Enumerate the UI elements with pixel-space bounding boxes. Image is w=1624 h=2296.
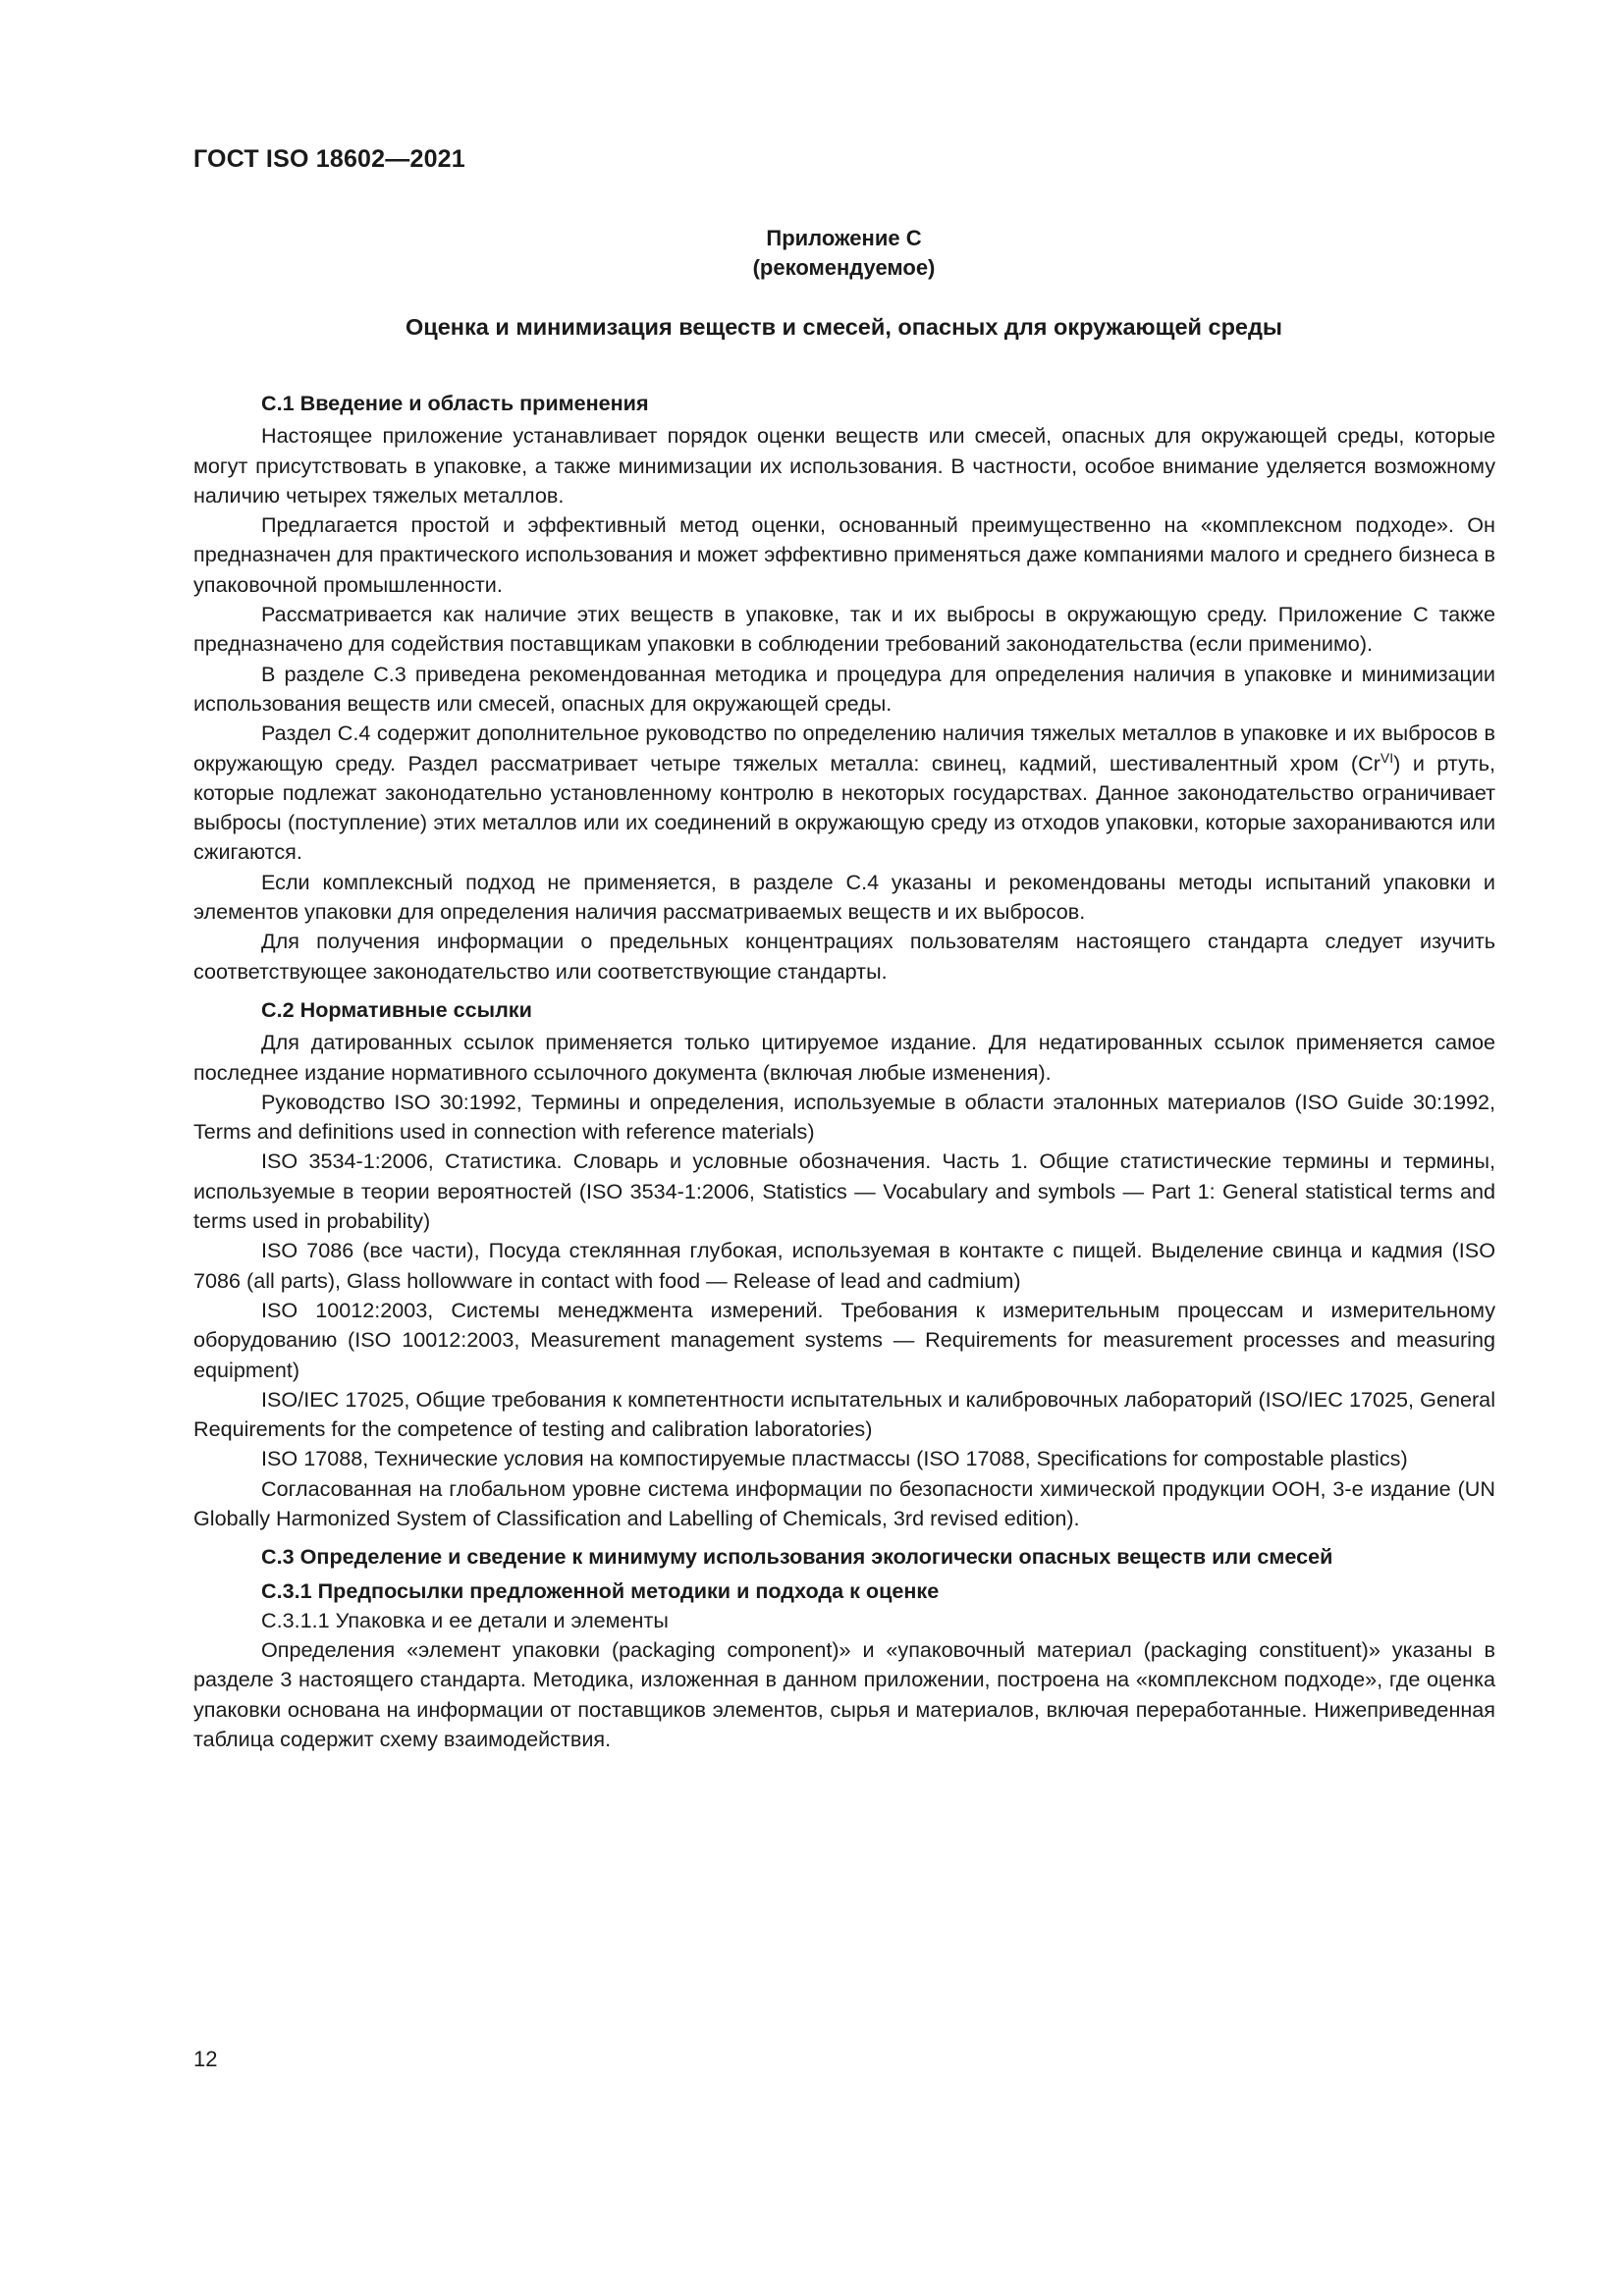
reference-item: Согласованная на глобальном уровне система информации по безопасности химической продукции ООН, 3-е издание (UN Globally Harmonized System of Classification and Labelling of Chemicals, 3rd revised edition).: [193, 1475, 1495, 1530]
section-heading-c2: С.2 Нормативные ссылки: [261, 996, 532, 1022]
paragraph: Для получения информации о предельных концентрациях пользователям настоящего стандарта следует изучить соответствующее законодательство или соответствующие стандарты.: [193, 929, 1495, 984]
appendix-status: (рекомендуемое): [752, 255, 936, 280]
appendix-title: Оценка и минимизация веществ и смесей, опасных для окружающей среды: [406, 314, 1282, 340]
document-body: [193, 389, 1495, 1754]
paragraph: Для датированных ссылок применяется только цитируемое издание. Для недатированных ссылок применяется самое последнее издание нормативного ссылочного документа (включая любые изменения).: [193, 1030, 1495, 1085]
paragraph: Предлагается простой и эффективный метод оценки, основанный преимущественно на «комплексном подходе». Он предназначен для практического использования и может эффективно применяться даже компаниями малого и среднего бизнеса в упаковочной промышленности.: [193, 512, 1495, 597]
text-run: ) и ртуть, которые подлежат законодательно установленному контролю в некоторых государствах. Данное законодательство ограничивает выбросы (поступление) этих металлов или их соединений в окружающую среду из отходов упаковки, которые захораниваются или сжигаются.: [193, 750, 1496, 865]
reference-item: Руководство ISO 30:1992, Термины и определения, используемые в области эталонных материалов (ISO Guide 30:1992, Terms and definitions used in connection with reference materials): [193, 1089, 1495, 1145]
appendix-header: [193, 224, 1494, 283]
paragraph-heavy-metals: [193, 719, 1495, 867]
paragraph: Если комплексный подход не применяется, в разделе С.4 указаны и рекомендованы методы испытаний упаковки и элементов упаковки для определения наличия рассматриваемых веществ и их выбросов.: [193, 869, 1495, 925]
paragraph: Настоящее приложение устанавливает порядок оценки веществ или смесей, опасных для окружающей среды, которые могут присутствовать в упаковке, а также минимизации их использования. В частности, особое внимание уделяется возможному наличию четырех тяжелых металлов.: [193, 423, 1495, 507]
subsection-heading-c3-1: С.3.1 Предпосылки предложенной методики и подхода к оценке: [261, 1577, 940, 1603]
section-heading-c3: С.3 Определение и сведение к минимуму использования экологически опасных веществ или смесей: [261, 1544, 1333, 1570]
paragraph: Определения «элемент упаковки (packaging component)» и «упаковочный материал (packaging constituent)» указаны в разделе 3 настоящего стандарта. Методика, изложенная в данном приложении, построена на «комплексном подходе», где оценка упаковки основана на информации от поставщиков элементов, сырья и материалов, включая переработанные. Нижеприведенная таблица содержит схему взаимодействия.: [193, 1637, 1495, 1752]
text-run: Раздел С.4 содержит дополнительное руководство по определению наличия тяжелых металлов в упаковке и их выбросов в окружающую среду. Раздел рассматривает четыре тяжелых металла: свинец, кадмий, шестивалентный хром (Cr: [193, 721, 1495, 775]
page-number: 12: [193, 2047, 218, 2071]
reference-item: ISO 17088, Технические условия на компостируемые пластмассы (ISO 17088, Specifications for compostable plastics): [261, 1446, 1408, 1471]
superscript: VI: [1380, 749, 1394, 766]
reference-item: ISO 10012:2003, Системы менеджмента измерений. Требования к измерительным процессам и измерительному оборудованию (ISO 10012:2003, Measurement management systems — Requirements for measurement processes and measuring equipment): [193, 1297, 1495, 1382]
reference-item: ISO 7086 (все части), Посуда стеклянная глубокая, используемая в контакте с пищей. Выделение свинца и кадмия (ISO 7086 (all parts), Glass hollowware in contact with food — Release of lead and cadmium): [193, 1238, 1495, 1293]
subsubsection-heading-c3-1-1: С.3.1.1 Упаковка и ее детали и элементы: [261, 1607, 669, 1632]
paragraph: В разделе С.3 приведена рекомендованная методика и процедура для определения наличия в упаковке и минимизации использования веществ или смесей, опасных для окружающей среды.: [193, 661, 1495, 716]
section-heading-c1: С.1 Введение и область применения: [261, 391, 649, 415]
document-code: ГОСТ ISO 18602—2021: [193, 145, 465, 173]
appendix-label: Приложение С: [766, 226, 922, 250]
reference-item: ISO/IEC 17025, Общие требования к компетентности испытательных и калибровочных лабораторий (ISO/IEC 17025, General Requirements for the competence of testing and calibration laboratories): [193, 1386, 1495, 1442]
paragraph: Рассматривается как наличие этих веществ в упаковке, так и их выбросы в окружающую среду. Приложение С также предназначено для содействия поставщикам упаковки в соблюдении требований законодательства (если применимо).: [193, 602, 1495, 657]
reference-item: ISO 3534-1:2006, Статистика. Словарь и условные обозначения. Часть 1. Общие статистические термины и термины, используемые в теории вероятностей (ISO 3534-1:2006, Statistics — Vocabulary and symbols — Part 1: General statistical terms and terms used in probability): [193, 1148, 1495, 1234]
